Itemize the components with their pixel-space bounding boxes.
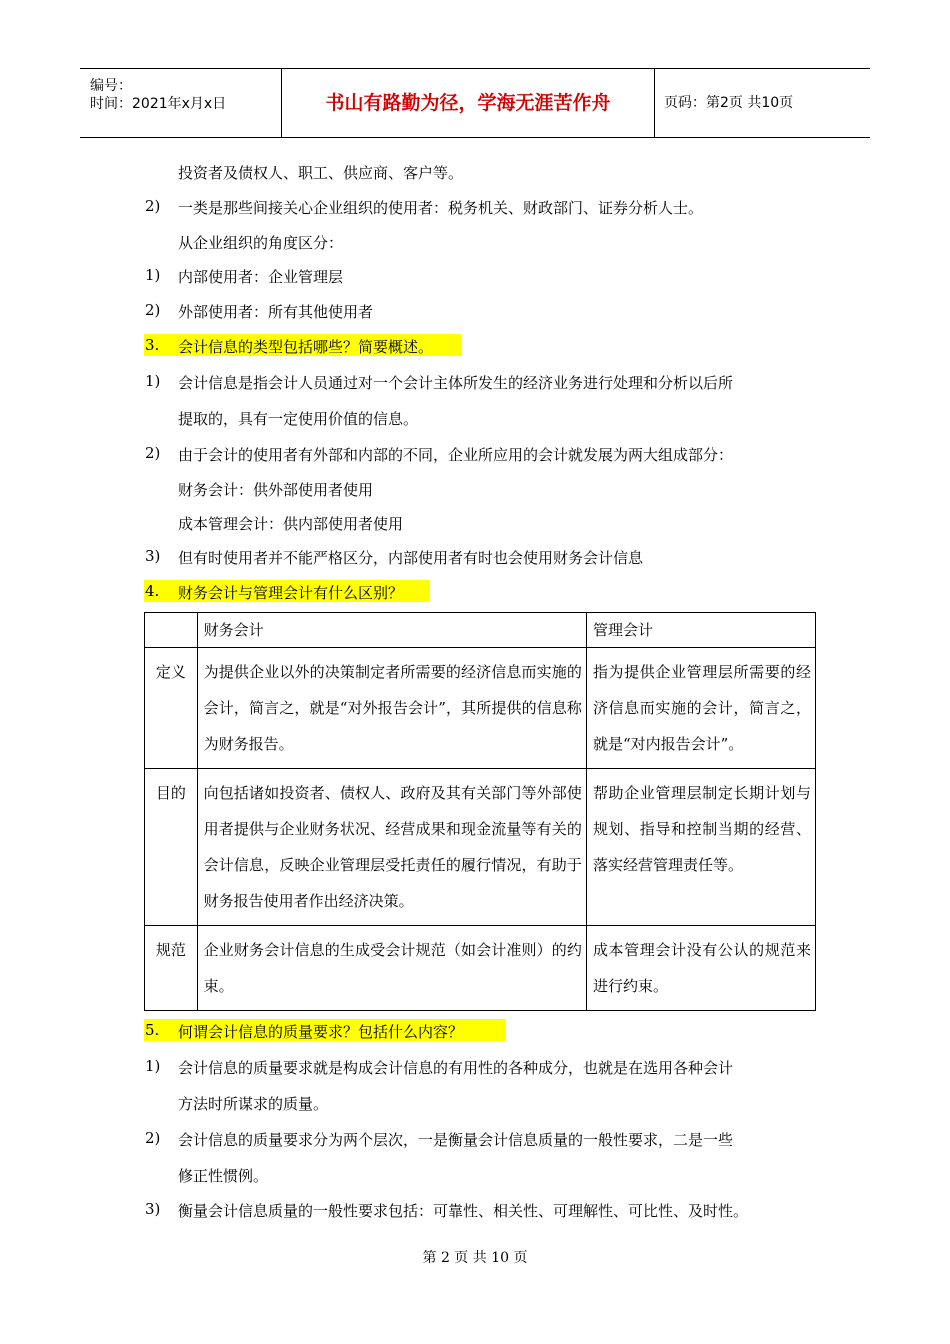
section-number: 4. [145, 582, 160, 600]
header-motto: 书山有路勤为径，学海无涯苦作舟 [325, 92, 611, 114]
cell-financial: 为提供企业以外的决策制定者所需要的经济信息而实施的会计，简言之，就是“对外报告会计”，其所提供的信息称为财务报告。 [197, 648, 586, 769]
text-line: 财务会计：供外部使用者使用 [178, 481, 374, 499]
row-key: 目的 [145, 769, 198, 926]
table-row [145, 648, 816, 769]
text-line: 但有时使用者并不能严格区分，内部使用者有时也会使用财务会计信息 [178, 549, 644, 567]
text-line: 会计信息的质量要求就是构成会计信息的有用性的各种成分，也就是在选用各种会计 [178, 1059, 734, 1077]
cell-management: 成本管理会计没有公认的规范来进行约束。 [586, 926, 815, 1011]
table-row [145, 769, 816, 926]
text-line: 会计信息是指会计人员通过对一个会计主体所发生的经济业务进行处理和分析以后所 [178, 374, 734, 392]
section-heading: 会计信息的类型包括哪些？简要概述。 [178, 338, 434, 356]
page-header [80, 68, 870, 138]
list-number: 2) [145, 301, 161, 319]
text-line: 成本管理会计：供内部使用者使用 [178, 515, 404, 533]
text-line: 由于会计的使用者有外部和内部的不同，企业所应用的会计就发展为两大组成部分： [178, 446, 734, 464]
list-number: 3) [145, 547, 161, 565]
table-header-cell: 财务会计 [197, 613, 586, 648]
text-line: 内部使用者：企业管理层 [178, 268, 344, 286]
section-heading: 何谓会计信息的质量要求？包括什么内容？ [178, 1023, 464, 1041]
header-page-info: 页码：第2页 共10页 [664, 95, 794, 111]
cell-management: 指为提供企业管理层所需要的经济信息而实施的会计，简言之，就是“对内报告会计”。 [586, 648, 815, 769]
header-meta [80, 69, 280, 137]
table-header-cell [145, 613, 198, 648]
header-divider [654, 69, 655, 137]
time-label: 时间：2021年x月x日 [90, 96, 227, 112]
text-line: 修正性惯例。 [178, 1167, 269, 1185]
list-number: 1) [145, 1057, 161, 1075]
list-number: 3) [145, 1200, 161, 1218]
list-number: 2) [145, 1129, 161, 1147]
number-label: 编号： [90, 78, 132, 94]
cell-financial: 企业财务会计信息的生成受会计规范（如会计准则）的约束。 [197, 926, 586, 1011]
page-footer: 第 2 页 共 10 页 [422, 1250, 528, 1266]
text-line: 投资者及债权人、职工、供应商、客户等。 [178, 164, 464, 182]
text-line: 外部使用者：所有其他使用者 [178, 303, 374, 321]
text-line: 衡量会计信息质量的一般性要求包括：可靠性、相关性、可理解性、可比性、及时性。 [178, 1202, 749, 1220]
comparison-table [144, 612, 816, 1011]
cell-management: 帮助企业管理层制定长期计划与规划、指导和控制当期的经营、落实经营管理责任等。 [586, 769, 815, 926]
list-number: 1) [145, 372, 161, 390]
table-header-row [145, 613, 816, 648]
table-row [145, 926, 816, 1011]
row-key: 定义 [145, 648, 198, 769]
row-key: 规范 [145, 926, 198, 1011]
text-line: 从企业组织的角度区分： [178, 234, 344, 252]
list-number: 2) [145, 444, 161, 462]
text-line: 提取的，具有一定使用价值的信息。 [178, 410, 419, 428]
list-number: 1) [145, 266, 161, 284]
cell-financial: 向包括诸如投资者、债权人、政府及其有关部门等外部使用者提供与企业财务状况、经营成果和现金流量等有关的会计信息，反映企业管理层受托责任的履行情况，有助于财务报告使用者作出经济决策。 [197, 769, 586, 926]
list-number: 2) [145, 197, 161, 215]
section-number: 5. [145, 1021, 160, 1039]
table-header-cell: 管理会计 [586, 613, 815, 648]
section-number: 3. [145, 336, 160, 354]
text-line: 方法时所谋求的质量。 [178, 1095, 329, 1113]
text-line: 会计信息的质量要求分为两个层次，一是衡量会计信息质量的一般性要求，二是一些 [178, 1131, 734, 1149]
text-line: 一类是那些间接关心企业组织的使用者：税务机关、财政部门、证券分析人士。 [178, 199, 704, 217]
section-heading: 财务会计与管理会计有什么区别？ [178, 584, 404, 602]
